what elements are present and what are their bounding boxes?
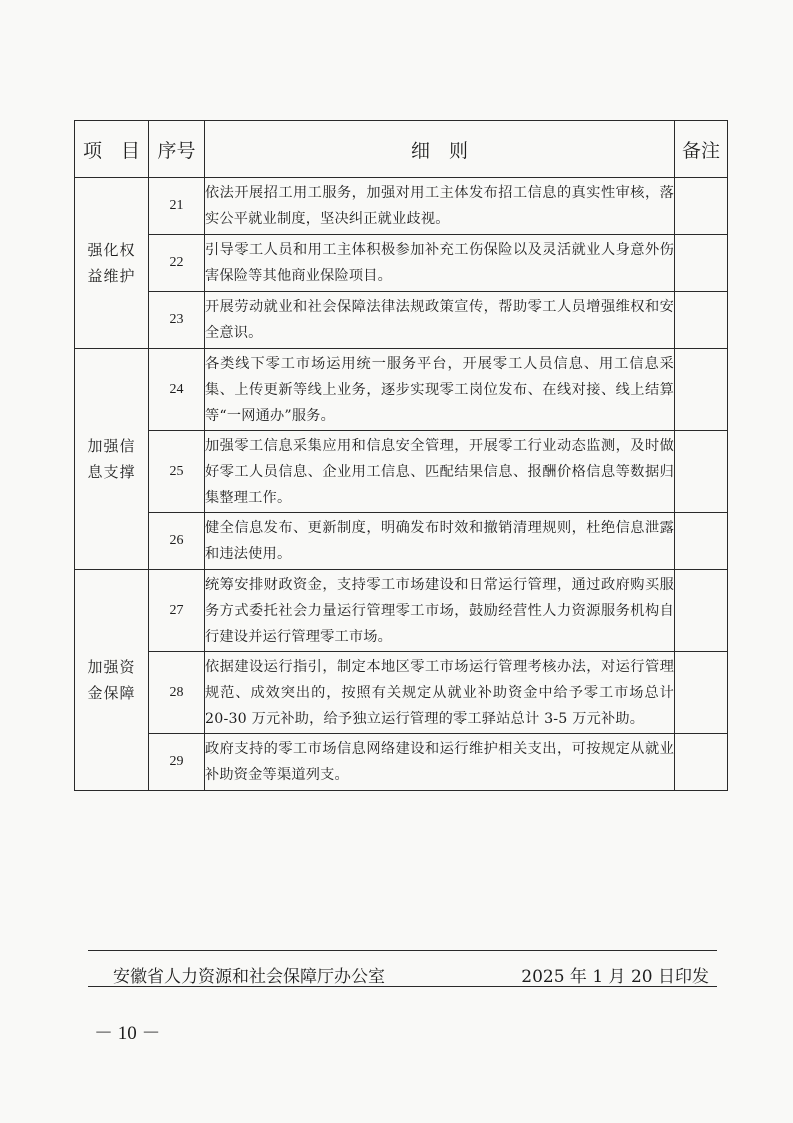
category-cell bbox=[75, 178, 149, 349]
note-cell bbox=[675, 235, 728, 292]
seq-cell: 25 bbox=[149, 431, 205, 513]
detail-cell: 依法开展招工用工服务，加强对用工主体发布招工信息的真实性审核，落实公平就业制度，坚决纠正就业歧视。 bbox=[205, 178, 675, 235]
footer-issuer: 安徽省人力资源和社会保障厅办公室 bbox=[113, 967, 385, 987]
detail-cell: 政府支持的零工市场信息网络建设和运行维护相关支出，可按规定从就业补助资金等渠道列支。 bbox=[205, 734, 675, 791]
category-label: 加强资金保障 bbox=[87, 658, 136, 702]
table-row bbox=[75, 431, 728, 513]
detail-cell: 依据建设运行指引，制定本地区零工市场运行管理考核办法，对运行管理规范、成效突出的，按照有关规定从就业补助资金中给予零工市场总计 20-30 万元补助，给予独立运行管理的零工驿站总计 3-5 万元补助。 bbox=[205, 652, 675, 734]
table-row bbox=[75, 570, 728, 652]
detail-cell: 健全信息发布、更新制度，明确发布时效和撤销清理规则，杜绝信息泄露和违法使用。 bbox=[205, 513, 675, 570]
page-number: － 10 － bbox=[94, 1023, 161, 1044]
header-note: 备注 bbox=[675, 121, 728, 178]
footer-bottom-rule bbox=[88, 986, 717, 987]
table-row bbox=[75, 513, 728, 570]
detail-cell: 加强零工信息采集应用和信息安全管理，开展零工行业动态监测，及时做好零工人员信息、企业用工信息、匹配结果信息、报酬价格信息等数据归集整理工作。 bbox=[205, 431, 675, 513]
table-row bbox=[75, 652, 728, 734]
header-detail: 细 则 bbox=[205, 121, 675, 178]
category-label: 加强信息支撑 bbox=[87, 437, 136, 481]
note-cell bbox=[675, 513, 728, 570]
seq-cell: 22 bbox=[149, 235, 205, 292]
header-seq: 序号 bbox=[149, 121, 205, 178]
detail-cell: 统筹安排财政资金，支持零工市场建设和日常运行管理，通过政府购买服务方式委托社会力量运行管理零工市场，鼓励经营性人力资源服务机构自行建设并运行管理零工市场。 bbox=[205, 570, 675, 652]
rules-table bbox=[74, 120, 728, 791]
seq-cell: 29 bbox=[149, 734, 205, 791]
note-cell bbox=[675, 178, 728, 235]
note-cell bbox=[675, 652, 728, 734]
seq-cell: 21 bbox=[149, 178, 205, 235]
note-cell bbox=[675, 734, 728, 791]
note-cell bbox=[675, 570, 728, 652]
header-item: 项 目 bbox=[75, 121, 149, 178]
detail-cell: 引导零工人员和用工主体积极参加补充工伤保险以及灵活就业人身意外伤害保险等其他商业保险项目。 bbox=[205, 235, 675, 292]
note-cell bbox=[675, 431, 728, 513]
table-row bbox=[75, 292, 728, 349]
detail-cell: 各类线下零工市场运用统一服务平台，开展零工人员信息、用工信息采集、上传更新等线上业务，逐步实现零工岗位发布、在线对接、线上结算等“一网通办”服务。 bbox=[205, 349, 675, 431]
seq-cell: 26 bbox=[149, 513, 205, 570]
footer-top-rule bbox=[88, 950, 717, 951]
note-cell bbox=[675, 349, 728, 431]
seq-cell: 27 bbox=[149, 570, 205, 652]
category-cell bbox=[75, 349, 149, 570]
table-row bbox=[75, 734, 728, 791]
seq-cell: 24 bbox=[149, 349, 205, 431]
table-row bbox=[75, 235, 728, 292]
note-cell bbox=[675, 292, 728, 349]
category-cell bbox=[75, 570, 149, 791]
table-row bbox=[75, 178, 728, 235]
category-label: 强化权益维护 bbox=[87, 241, 136, 285]
detail-cell: 开展劳动就业和社会保障法律法规政策宣传，帮助零工人员增强维权和安全意识。 bbox=[205, 292, 675, 349]
seq-cell: 23 bbox=[149, 292, 205, 349]
seq-cell: 28 bbox=[149, 652, 205, 734]
table-row bbox=[75, 349, 728, 431]
table-header-row bbox=[75, 121, 728, 178]
footer-date: 2025 年 1 月 20 日印发 bbox=[521, 967, 709, 987]
